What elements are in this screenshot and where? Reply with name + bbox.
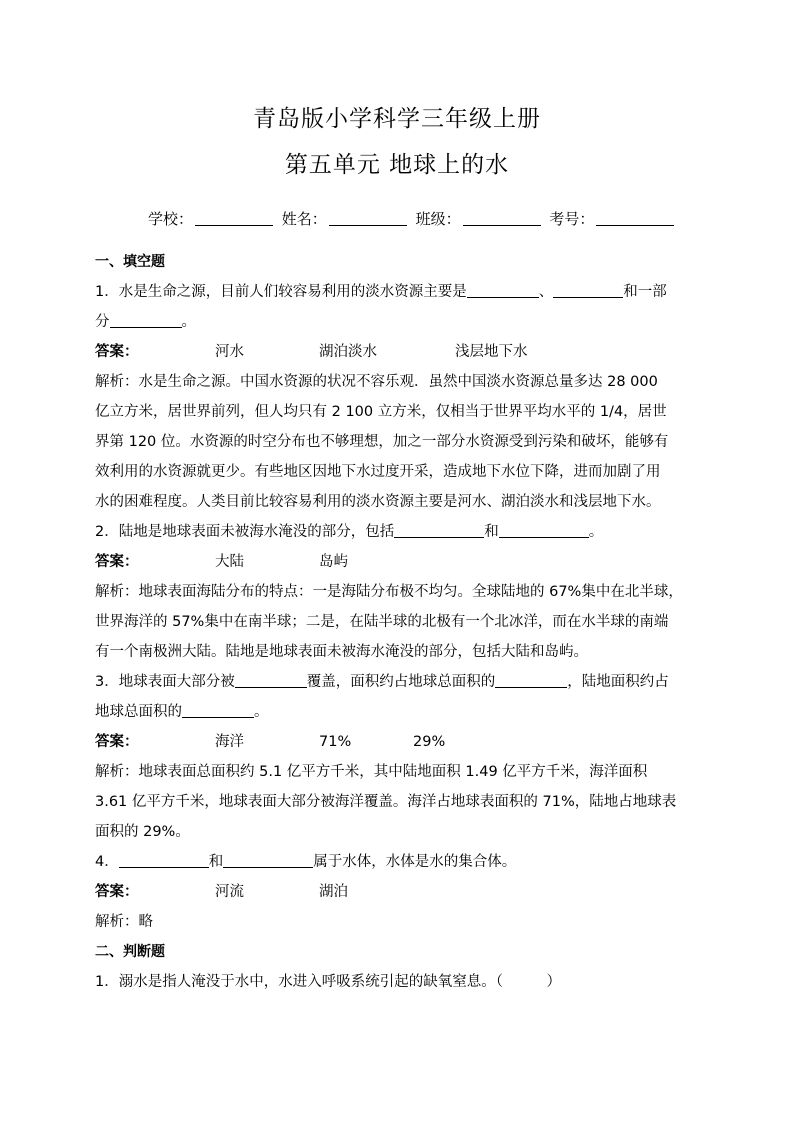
- school-blank[interactable]: [195, 211, 273, 226]
- analysis-1-line: 亿立方米，居世界前列，但人均只有 2 100 立方米，仅相当于世界平均水平的 1/4，居世: [95, 404, 667, 420]
- analysis-3-line: 解析：地球表面总面积约 5.1 亿平方千米，其中陆地面积 1.49 亿平方千米，海洋面积: [95, 764, 648, 780]
- q1-text-a: 1．水是生命之源，目前人们较容易利用的淡水资源主要是: [95, 284, 467, 300]
- analysis-2-line: 有一个南极洲大陆。陆地是地球表面未被海水淹没的部分，包括大陆和岛屿。: [95, 644, 588, 660]
- name-blank[interactable]: [329, 211, 407, 226]
- q4-text-c: 属于水体，水体是水的集合体。: [313, 854, 517, 870]
- answer-item: 海洋: [215, 734, 244, 750]
- analysis-4-line: 解析：略: [95, 914, 153, 930]
- q2-text-a: 2．陆地是地球表面未被海水淹没的部分，包括: [95, 524, 395, 540]
- q3-blank-3[interactable]: [182, 702, 254, 718]
- q3-blank-2[interactable]: [495, 672, 567, 688]
- unit-title: 第五单元 地球上的水: [284, 152, 510, 178]
- judge-question-1: 1．溺水是指人淹没于水中，水进入呼吸系统引起的缺氧窒息。（ ）: [95, 974, 561, 990]
- analysis-1-line: 解析：水是生命之源。中国水资源的状况不容乐观．虽然中国淡水资源总量多达 28 000: [95, 374, 658, 390]
- answer-item: 浅层地下水: [455, 344, 528, 360]
- class-blank[interactable]: [463, 211, 541, 226]
- q2-blank-2[interactable]: [499, 522, 589, 538]
- q1-text-e: 。: [181, 314, 196, 330]
- school-label: 学校：: [148, 210, 194, 228]
- question-3-cont: [95, 697, 735, 727]
- q3-text-a: 3．地球表面大部分被: [95, 674, 235, 690]
- exam-no-blank[interactable]: [596, 211, 674, 226]
- q1-text-d: 分: [95, 314, 110, 330]
- analysis-1-line: 水的困难程度。人类目前比较容易利用的淡水资源主要是河水、湖泊淡水和浅层地下水。: [95, 494, 661, 510]
- q1-blank-2[interactable]: [553, 282, 623, 298]
- answer-item: 岛屿: [319, 554, 348, 570]
- exam-no-label: 考号：: [549, 210, 595, 228]
- answer-2: [95, 547, 735, 577]
- analysis-2-line: 世界海洋的 57%集中在南半球；二是，在陆半球的北极有一个北冰洋，而在水半球的南端: [95, 614, 669, 630]
- name-label: 姓名：: [281, 210, 327, 228]
- question-2: [95, 517, 735, 547]
- q4-text-a: 4．: [95, 854, 119, 870]
- q4-blank-2[interactable]: [223, 852, 313, 868]
- q3-blank-1[interactable]: [235, 672, 307, 688]
- q4-text-b: 和: [208, 854, 224, 870]
- analysis-1-line: 效利用的水资源就更少。有些地区因地下水过度开采，造成地下水位下降，进而加剧了用: [95, 464, 661, 480]
- answer-item: 湖泊淡水: [319, 344, 377, 360]
- answer-label: 答案：: [95, 344, 139, 360]
- answer-item: 河水: [215, 344, 244, 360]
- question-4: [95, 847, 735, 877]
- answer-label: 答案：: [95, 884, 139, 900]
- answer-3: [95, 727, 735, 757]
- student-info-row: [148, 208, 678, 229]
- analysis-3-line: 面积的 29%。: [95, 824, 190, 840]
- section-heading-fill: 一、填空题: [95, 254, 165, 270]
- q3-text-d: 地球总面积的: [95, 704, 182, 720]
- q2-text-b: 和: [484, 524, 499, 540]
- question-1: [95, 277, 735, 307]
- question-3: [95, 667, 735, 697]
- answer-1: [95, 337, 735, 367]
- answer-item: 71%: [319, 734, 352, 750]
- q4-blank-1[interactable]: [119, 852, 209, 868]
- question-1-cont: [95, 307, 735, 337]
- section-heading-judge: 二、判断题: [95, 944, 165, 960]
- answer-item: 29%: [413, 734, 446, 750]
- analysis-3-line: 3.61 亿平方千米，地球表面大部分被海洋覆盖。海洋占地球表面积的 71%，陆地占地球表: [95, 794, 677, 810]
- q1-blank-3[interactable]: [110, 312, 182, 328]
- answer-item: 湖泊: [319, 884, 348, 900]
- questions-body: [95, 247, 735, 997]
- class-label: 班级：: [415, 210, 461, 228]
- answer-label: 答案：: [95, 554, 139, 570]
- q1-text-c: 和一部: [623, 284, 667, 300]
- q3-text-b: 覆盖，面积约占地球总面积的: [306, 674, 496, 690]
- q3-text-e: 。: [254, 704, 269, 720]
- q3-text-c: ，陆地面积约占: [567, 674, 669, 690]
- answer-4: [95, 877, 735, 907]
- q1-text-b: 、: [538, 284, 554, 300]
- q2-text-c: 。: [588, 524, 604, 540]
- answer-label: 答案：: [95, 734, 139, 750]
- q1-blank-1[interactable]: [467, 282, 539, 298]
- analysis-2-line: 解析：地球表面海陆分布的特点：一是海陆分布极不均匀。全球陆地的 67%集中在北半球，: [95, 584, 683, 600]
- answer-item: 大陆: [215, 554, 244, 570]
- answer-item: 河流: [215, 884, 244, 900]
- q2-blank-1[interactable]: [394, 522, 484, 538]
- analysis-1-line: 界第 120 位。水资源的时空分布也不够理想，加之一部分水资源受到污染和破坏，能够有: [95, 434, 669, 450]
- worksheet-title: 青岛版小学科学三年级上册: [253, 106, 541, 132]
